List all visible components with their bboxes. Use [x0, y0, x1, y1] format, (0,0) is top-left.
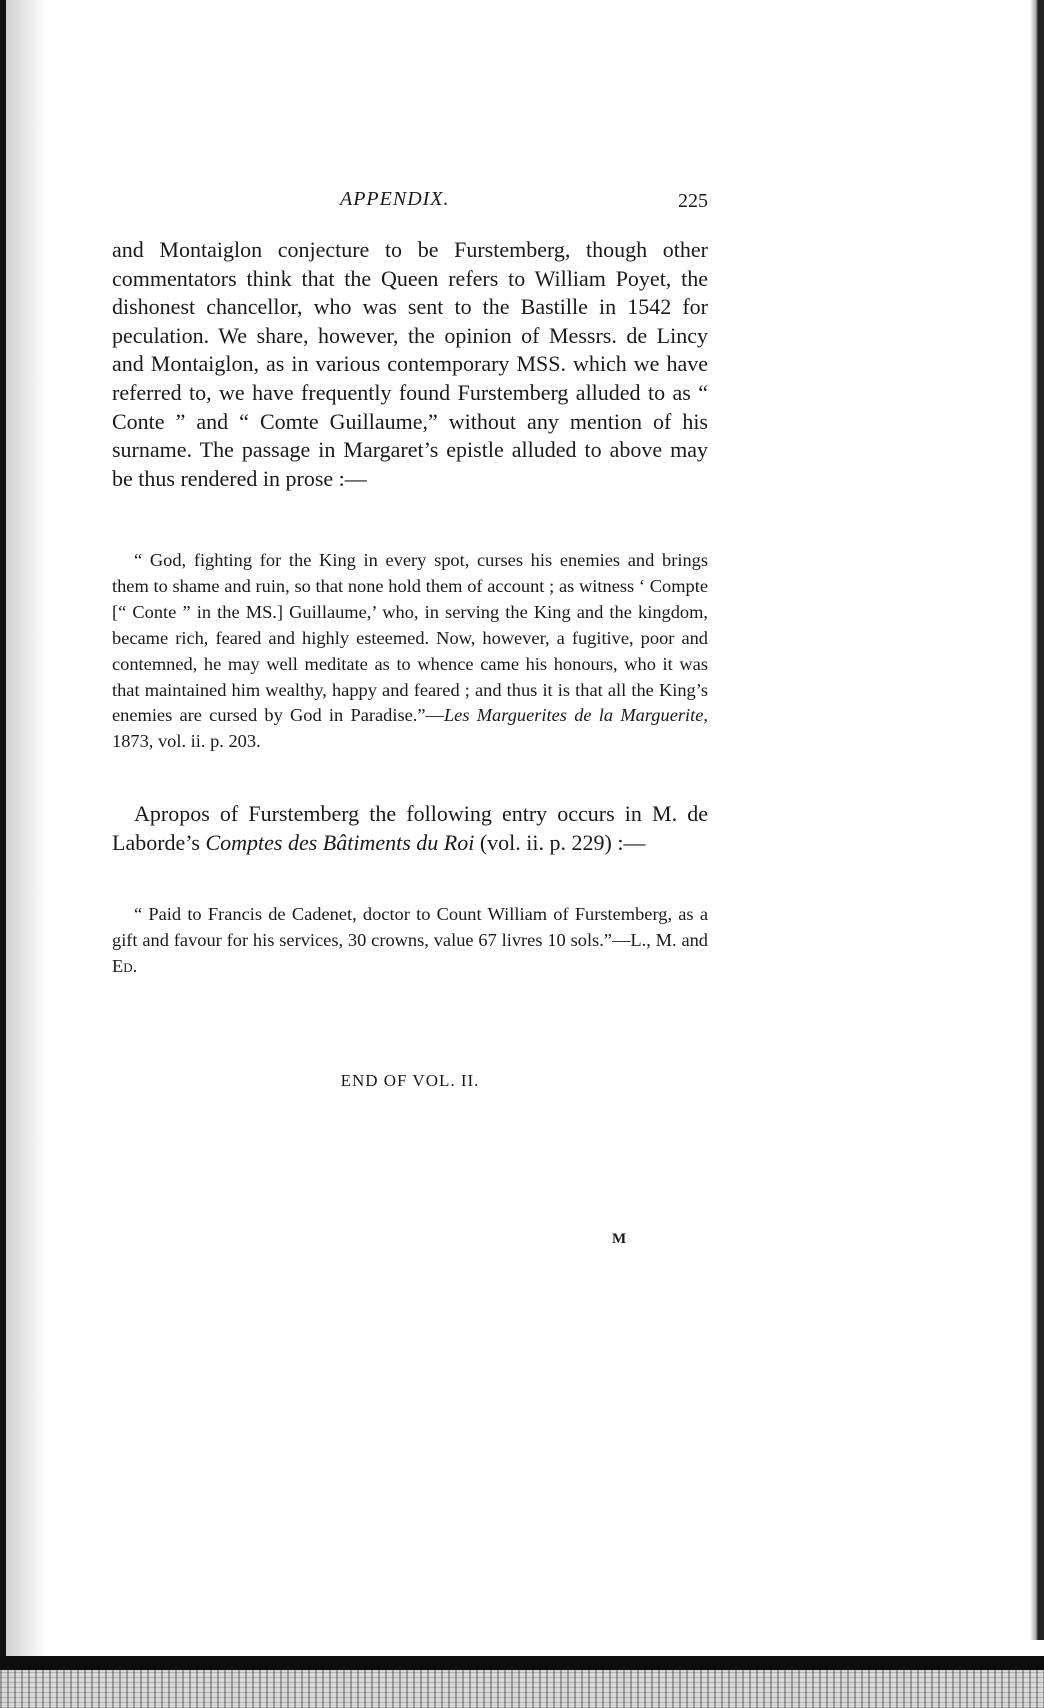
quote-1-source-title: Les Marguerites de la Marguerite	[443, 705, 704, 726]
end-of-volume: END OF VOL. II.	[340, 1071, 480, 1090]
page-header	[112, 188, 708, 218]
paragraph-1-text: and Montaiglon conjecture to be Furstemberg, though other commentators think that the Queen refers to William Poyet, the dishonest chancellor, who was sent to the Bastille in 1542 for peculation. We share, however, the opinion of Messrs. de Lincy and Montaiglon, as in various contemporary MSS. which we have referred to, we have frequently found Furstemberg alluded to as “ Conte ” and “ Comte Guillaume,” without any mention of his surname. The passage in Margaret’s epistle alluded to above may be thus rendered in prose :—	[112, 237, 708, 491]
quote-1	[112, 548, 708, 755]
quote-1-source-rest: , 1873, vol. ii. p. 203.	[112, 705, 709, 752]
scan-edge-bottom	[0, 1628, 1044, 1708]
quote-2	[112, 902, 708, 980]
page-number: 225	[678, 190, 708, 212]
running-head: APPENDIX.	[340, 188, 450, 210]
paragraph-2-title: Comptes des Bâtiments du Roi	[205, 829, 475, 855]
scan-bottom-noise	[0, 1670, 1044, 1708]
paragraph-2-before: Apropos of Furstemberg the following entry occurs in M. de Laborde’s	[112, 801, 708, 855]
paragraph-2-text	[112, 800, 708, 857]
quote-1-body: “ God, fighting for the King in every spot, curses his enemies and brings them to shame and ruin, so that none hold them of account ; as witness ‘ Compte [“ Conte ” in the MS.] Guillaume,’ who, in serving the King and the kingdom, became rich, feared and highly esteemed. Now, however, a fugitive, poor and contemned, he may well meditate as to whence came his honours, who it was that maintained him wealthy, happy and feared ; and thus it is that all the King’s enemies are cursed by God in Paradise.”—	[112, 550, 708, 726]
signature-mark: M	[612, 1231, 627, 1247]
paragraph-2-after: (vol. ii. p. 229) :—	[474, 829, 646, 855]
quote-2-body: “ Paid to Francis de Cadenet, doctor to Count William of Furstemberg, as a gift and favour for his services, 30 crowns, value 67 livres 10 sols.”—L., M. and	[112, 904, 708, 950]
quote-2-ed: Ed.	[112, 955, 138, 976]
paragraph-1	[112, 236, 708, 493]
scan-edge-right	[1030, 0, 1044, 1640]
paragraph-2	[112, 800, 708, 857]
quote-1-text	[112, 548, 708, 755]
scan-bottom-bar	[0, 1656, 1044, 1670]
quote-2-text	[112, 902, 708, 980]
scan-shadow-left	[6, 0, 46, 1680]
